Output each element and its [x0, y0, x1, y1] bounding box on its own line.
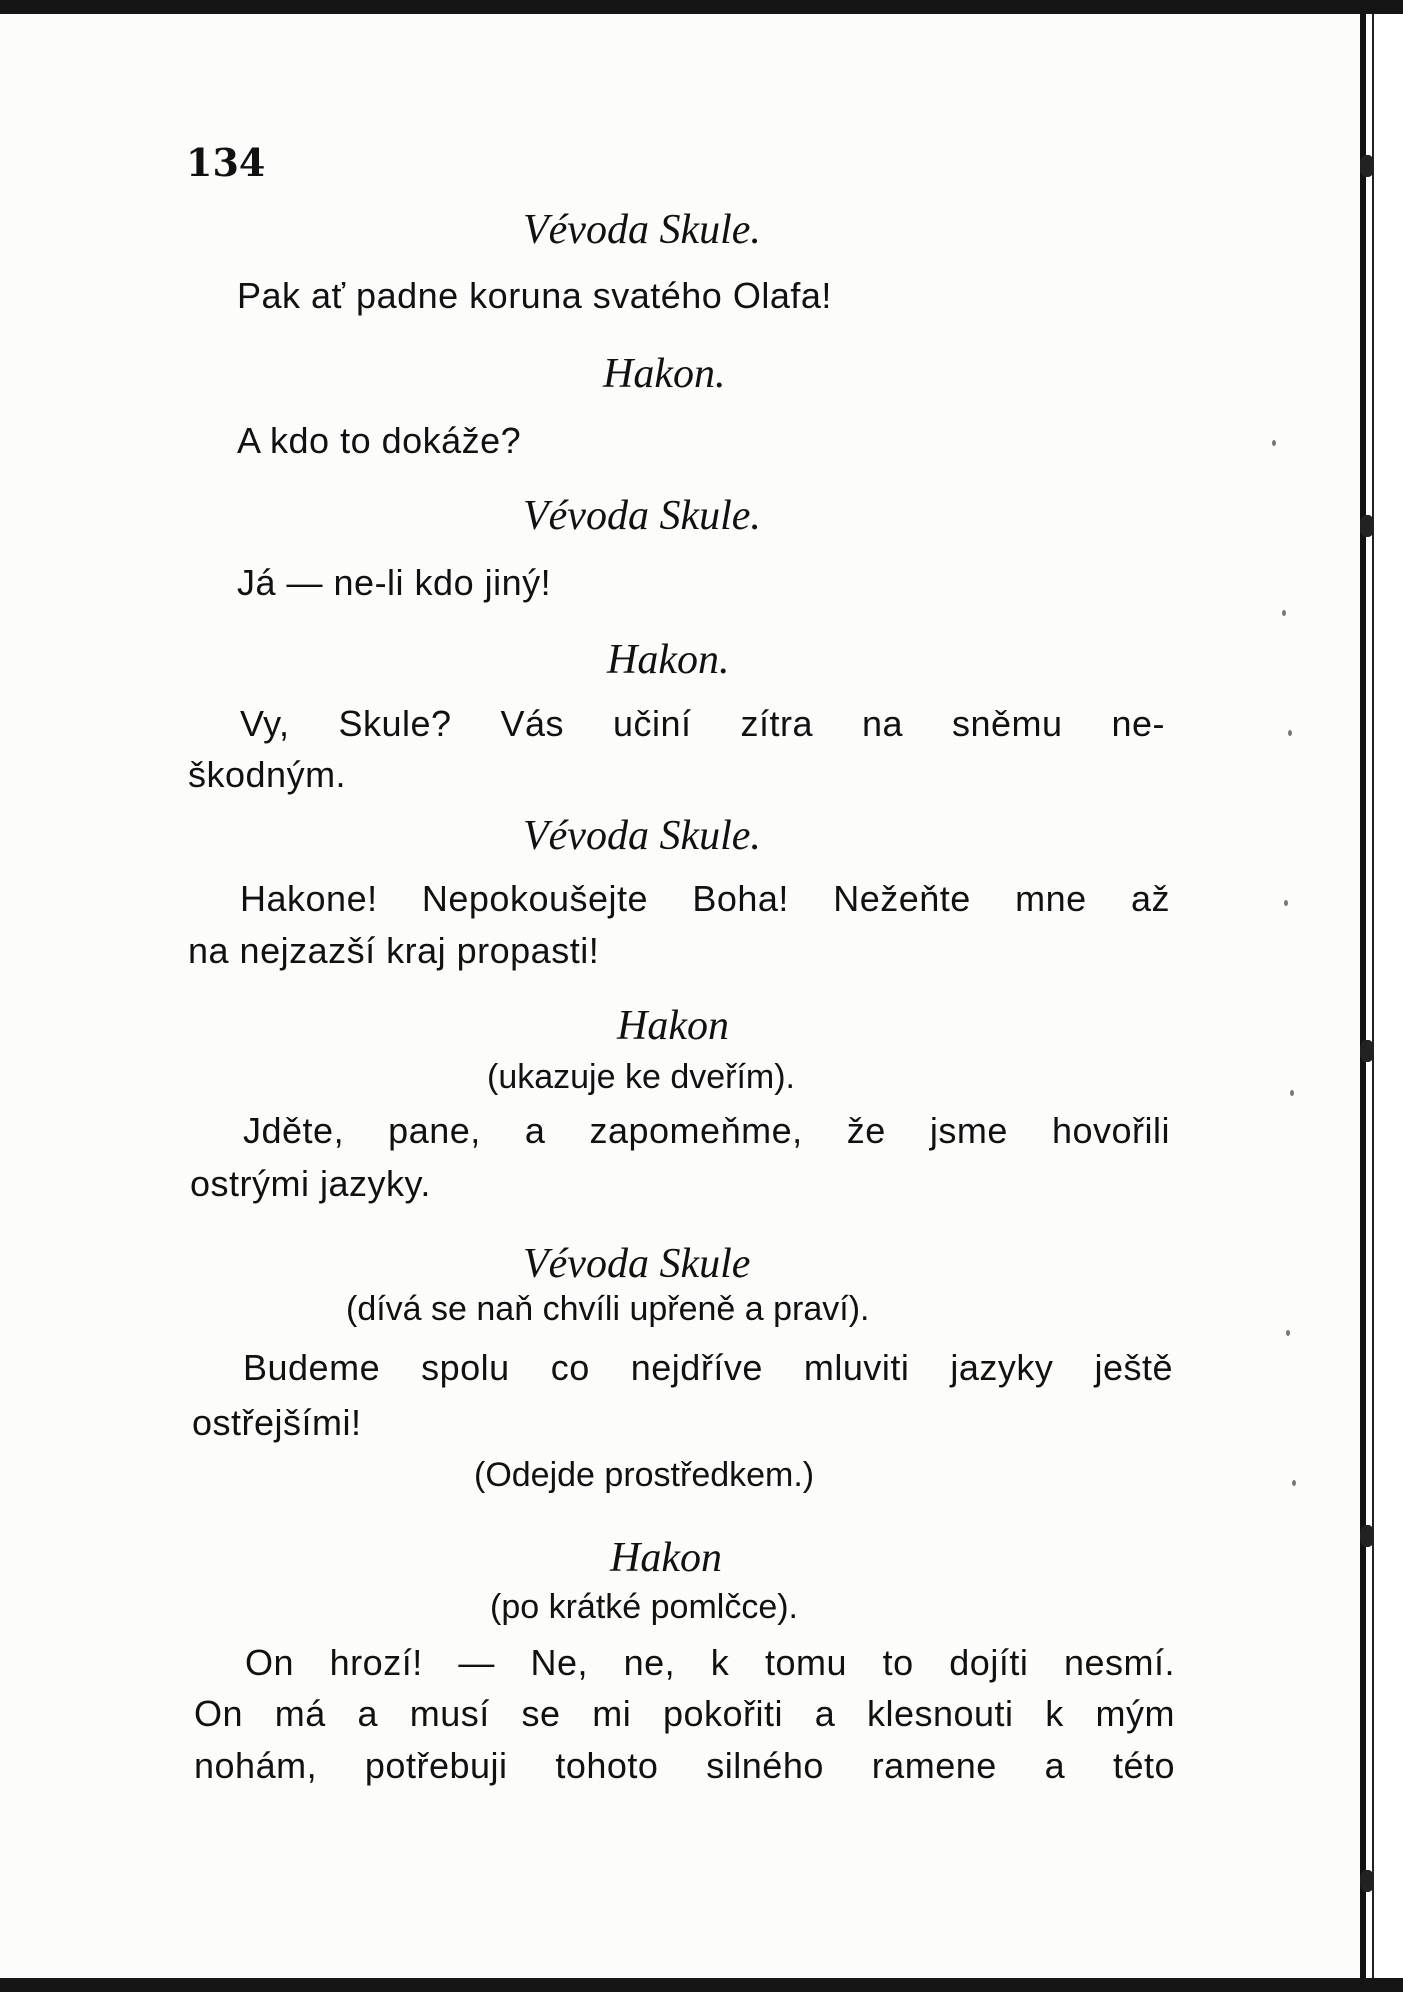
- stage-direction: (dívá se naň chvíli upřeně a praví).: [346, 1290, 870, 1328]
- scan-right-edge: [1360, 14, 1403, 1992]
- speaker-name: Vévoda Skule: [523, 1241, 751, 1287]
- speaker-name: Vévoda Skule.: [523, 813, 761, 859]
- dialogue-line: On hrozí! — Ne, ne, k tomu to dojíti nesmí.: [245, 1642, 1175, 1683]
- dialogue-line: Budeme spolu co nejdříve mluviti jazyky ještě: [243, 1347, 1173, 1388]
- binding-mark: [1360, 155, 1374, 177]
- speaker-name: Hakon: [617, 1003, 729, 1049]
- binding-line: [1372, 14, 1374, 1992]
- dialogue-line: na nejzazší kraj propasti!: [188, 930, 600, 971]
- dust-speck: [1292, 1480, 1296, 1486]
- binding-mark: [1360, 1870, 1374, 1892]
- binding-mark: [1360, 515, 1374, 537]
- speaker-name: Hakon.: [607, 637, 730, 683]
- dust-speck: [1290, 1090, 1294, 1096]
- dialogue-line: Vy, Skule? Vás učiní zítra na sněmu ne-: [240, 703, 1165, 744]
- dust-speck: [1288, 730, 1292, 736]
- dialogue-line: On má a musí se mi pokořiti a klesnouti k mým: [194, 1693, 1175, 1734]
- speaker-name: Hakon.: [603, 351, 726, 397]
- binding-mark: [1360, 1040, 1374, 1062]
- dust-speck: [1272, 440, 1276, 446]
- page-number: 134: [186, 140, 266, 185]
- dialogue-line: Já — ne-li kdo jiný!: [237, 562, 552, 603]
- dialogue-line: A kdo to dokáže?: [237, 420, 522, 461]
- speaker-name: Hakon: [610, 1535, 722, 1581]
- dialogue-line: Pak ať padne koruna svatého Olafa!: [237, 275, 832, 316]
- dialogue-line: Jděte, pane, a zapomeňme, že jsme hovořili: [243, 1110, 1170, 1151]
- dialogue-line: Hakone! Nepokoušejte Boha! Nežeňte mne až: [240, 878, 1170, 919]
- dust-speck: [1286, 1330, 1290, 1336]
- scan-top-edge: [0, 0, 1403, 14]
- dialogue-line: ostrými jazyky.: [190, 1163, 431, 1204]
- binding-mark: [1360, 1525, 1374, 1547]
- dialogue-line: nohám, potřebuji tohoto silného ramene a této: [194, 1745, 1175, 1786]
- stage-direction: (po krátké pomlčce).: [490, 1588, 798, 1626]
- stage-direction: (Odejde prostředkem.): [474, 1456, 815, 1494]
- stage-direction: (ukazuje ke dveřím).: [487, 1058, 795, 1096]
- dialogue-line: ostřejšími!: [192, 1402, 362, 1443]
- scan-bottom-edge: [0, 1978, 1403, 1992]
- dialogue-line: škodným.: [188, 754, 347, 795]
- dust-speck: [1284, 900, 1288, 906]
- dust-speck: [1282, 610, 1286, 616]
- speaker-name: Vévoda Skule.: [523, 207, 761, 253]
- speaker-name: Vévoda Skule.: [523, 493, 761, 539]
